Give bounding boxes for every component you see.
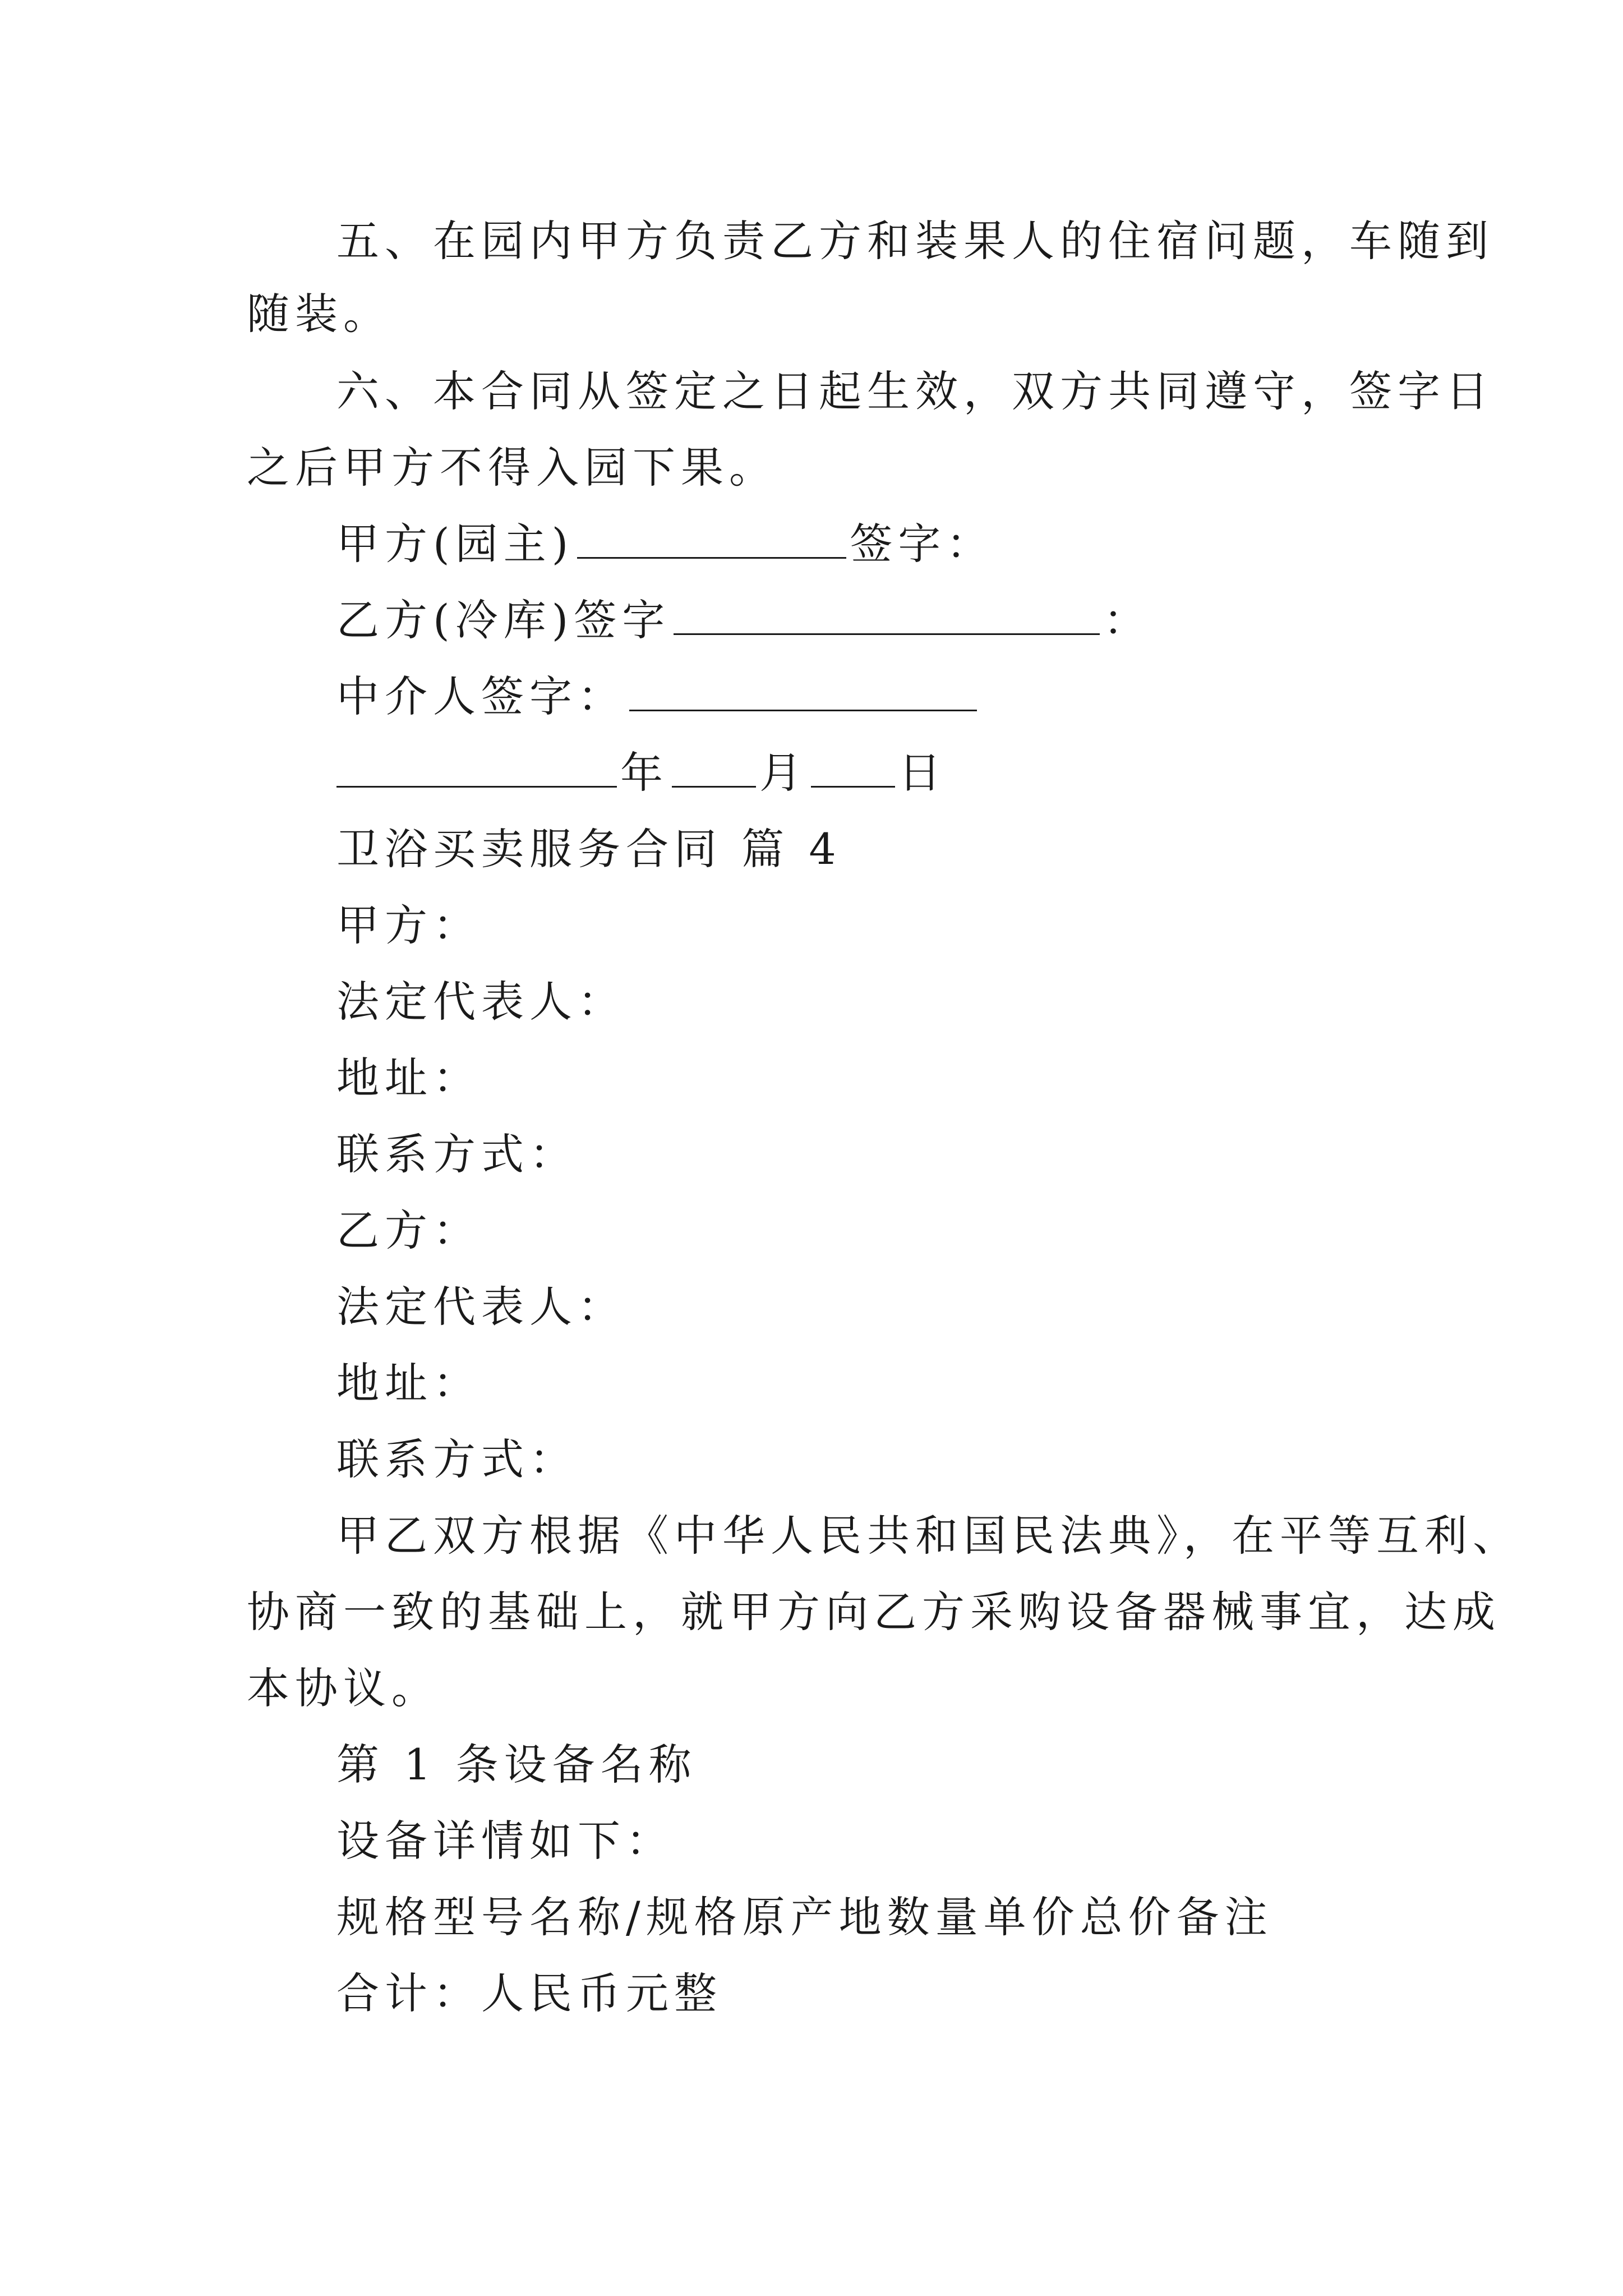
article-1-detail: 设备详情如下： [336,1816,674,1866]
signature-party-a-label: 甲方(园主) [336,519,574,569]
paragraph-five-line-1: 五、在园内甲方负责乙方和装果人的住宿问题，车随到 [336,216,1494,266]
signature-intermediary-label: 中介人签字： [336,671,626,721]
party-b-representative: 法定代表人： [336,1282,626,1332]
signature-party-b-suffix: ： [1103,595,1152,645]
party-b-contact: 联系方式： [336,1434,578,1484]
section-title: 卫浴买卖服务合同 篇 4 [336,824,842,874]
signature-party-a [336,516,994,572]
date-line [336,745,947,801]
party-a-contact: 联系方式： [336,1129,578,1179]
date-month-blank [672,747,756,788]
signature-party-b-blank [674,594,1100,635]
signature-party-a-blank [577,518,846,559]
signature-intermediary [336,669,980,725]
signature-party-b [336,592,1151,648]
table-header-line: 规格型号名称/规格原产地数量单价总价备注 [336,1892,1273,1942]
party-b-address: 地址： [336,1358,481,1408]
party-a-representative: 法定代表人： [336,977,626,1027]
intro-line-1: 甲乙双方根据《中华人民共和国民法典》，在平等互利、 [336,1511,1521,1561]
signature-party-a-suffix: 签字： [850,519,995,569]
party-a-address: 地址： [336,1053,481,1103]
total-line: 合计：人民币元整 [336,1968,722,2018]
signature-party-b-label: 乙方(冷库)签字 [336,595,671,645]
date-day-blank [811,747,895,788]
date-month-label: 月 [759,748,808,798]
date-year-blank [336,747,617,788]
paragraph-six-line-1: 六、本合同从签定之日起生效，双方共同遵守，签字日 [336,366,1494,416]
date-day-label: 日 [898,748,947,798]
intro-line-2: 协商一致的基础上，就甲方向乙方采购设备器械事宜，达成 [247,1587,1501,1637]
date-year-label: 年 [620,748,668,798]
paragraph-five-line-2: 随装。 [247,289,391,339]
article-1-title: 第 1 条设备名称 [336,1740,697,1789]
party-a-label: 甲方： [336,900,481,950]
signature-intermediary-blank [629,670,977,711]
intro-line-3: 本协议。 [247,1663,440,1713]
paragraph-six-line-2: 之后甲方不得入园下果。 [247,443,777,493]
party-b-label: 乙方： [336,1205,481,1255]
